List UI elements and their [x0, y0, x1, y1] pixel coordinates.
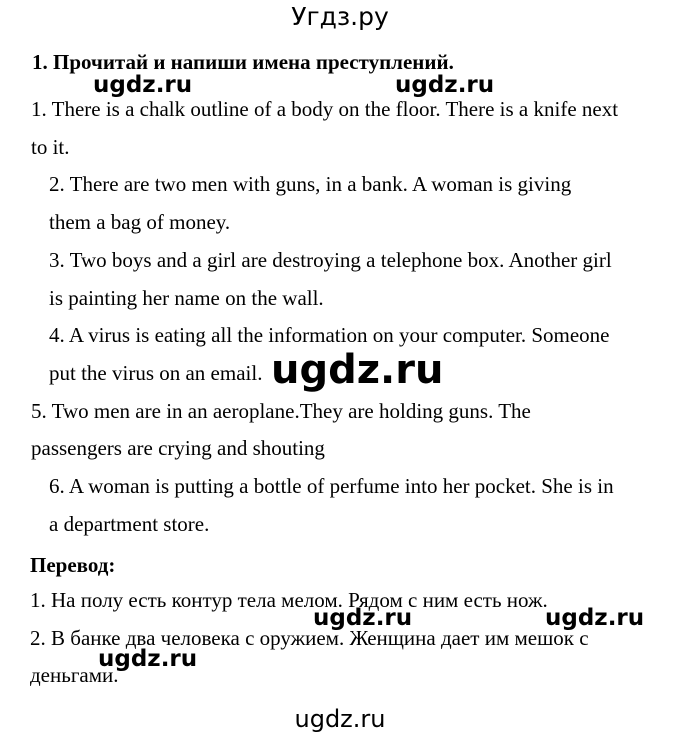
watermark: ugdz.ru [545, 605, 645, 631]
item-2-line-1: 2. There are two men with guns, in a bank. A woman is giving [49, 172, 572, 196]
translation-1-line-1: 1. На полу есть контур тела мелом. Рядом с ним есть нож. [30, 588, 548, 612]
watermark: ugdz.ru [93, 72, 193, 98]
translation-2-line-2: деньгами. [30, 663, 119, 687]
watermark: ugdz.ru [98, 646, 198, 672]
item-5-line-1: 5. Two men are in an aeroplane.They are holding guns. The [31, 399, 531, 423]
watermark: ugdz.ru [313, 605, 413, 631]
item-1-line-2: to it. [31, 135, 70, 159]
translation-title: Перевод: [30, 553, 116, 577]
item-1-line-1: 1. There is a chalk outline of a body on the floor. There is a knife next [31, 97, 619, 121]
item-4-line-1: 4. A virus is eating all the information on your computer. Someone [49, 323, 610, 347]
item-3-line-2: is painting her name on the wall. [49, 286, 324, 310]
watermark: ugdz.ru [395, 72, 495, 98]
translation-2-line-1: 2. В банке два человека с оружием. Женщина дает им мешок с [30, 626, 589, 650]
item-4-line-2: put the virus on an email. [49, 361, 263, 385]
item-5-line-2: passengers are crying and shouting [31, 436, 325, 460]
item-6-line-1: 6. A woman is putting a bottle of perfume into her pocket. She is in [49, 474, 614, 498]
site-header: Угдз.ру [291, 2, 389, 31]
watermark: ugdz.ru [271, 347, 444, 393]
site-footer: ugdz.ru [294, 705, 386, 733]
exercise-title: 1. Прочитай и напиши имена преступлений. [32, 50, 454, 74]
item-3-line-1: 3. Two boys and a girl are destroying a telephone box. Another girl [49, 248, 612, 272]
item-6-line-2: a department store. [49, 512, 210, 536]
item-2-line-2: them a bag of money. [49, 210, 231, 234]
